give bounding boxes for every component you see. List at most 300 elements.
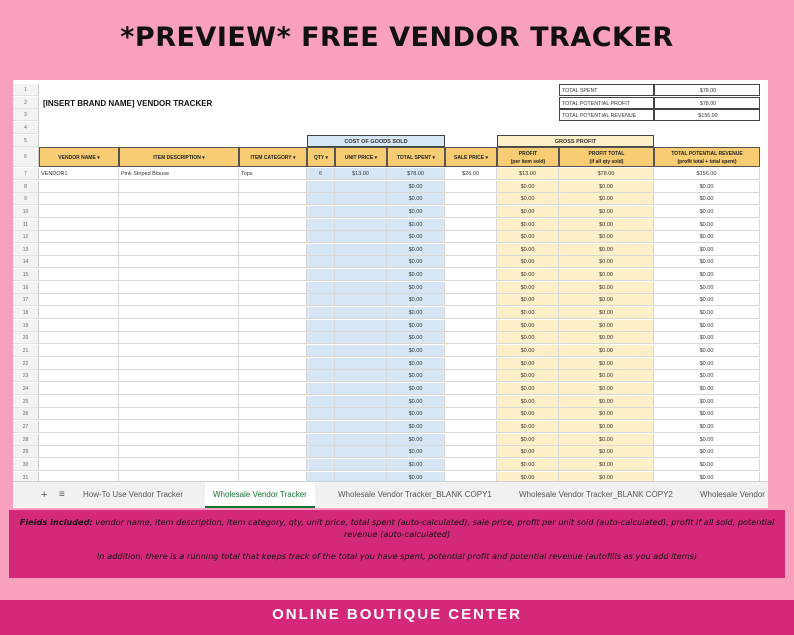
cell-ptotal[interactable]: $0.00 — [559, 370, 654, 382]
cell-qty[interactable] — [307, 434, 335, 446]
cell-vendor[interactable] — [39, 408, 119, 420]
row-number[interactable]: 15 — [13, 269, 39, 281]
cell-profit[interactable]: $0.00 — [497, 193, 559, 205]
cell-unit[interactable] — [335, 370, 387, 382]
cell-unit[interactable] — [335, 421, 387, 433]
cell-rev[interactable]: $0.00 — [654, 307, 760, 319]
cell-profit[interactable]: $0.00 — [497, 256, 559, 268]
cell-qty[interactable] — [307, 206, 335, 218]
row-number[interactable]: 12 — [13, 231, 39, 243]
cell-ptotal[interactable]: $0.00 — [559, 345, 654, 357]
cell-ptotal[interactable]: $0.00 — [559, 244, 654, 256]
cell-rev[interactable]: $0.00 — [654, 282, 760, 294]
cell-profit[interactable]: $0.00 — [497, 294, 559, 306]
cell-spent[interactable]: $0.00 — [387, 472, 445, 484]
cell-spent[interactable]: $0.00 — [387, 396, 445, 408]
fields-description — [9, 510, 785, 578]
cell-sale[interactable] — [445, 320, 497, 332]
cell-vendor[interactable] — [39, 282, 119, 294]
cell-sale[interactable] — [445, 294, 497, 306]
cell-unit[interactable] — [335, 219, 387, 231]
cell-rev[interactable]: $0.00 — [654, 434, 760, 446]
cell-unit[interactable] — [335, 181, 387, 193]
cell-vendor[interactable] — [39, 193, 119, 205]
cell-spent[interactable]: $0.00 — [387, 446, 445, 458]
cell-desc[interactable] — [119, 282, 239, 294]
cell-vendor[interactable] — [39, 370, 119, 382]
cell-unit[interactable] — [335, 206, 387, 218]
cell-vendor[interactable] — [39, 181, 119, 193]
cell-unit[interactable] — [335, 383, 387, 395]
cell-desc[interactable] — [119, 459, 239, 471]
cell-spent[interactable]: $0.00 — [387, 434, 445, 446]
cell-spent[interactable]: $0.00 — [387, 282, 445, 294]
cell-ptotal[interactable]: $0.00 — [559, 446, 654, 458]
cell-cat[interactable] — [239, 370, 307, 382]
cell-ptotal[interactable]: $0.00 — [559, 181, 654, 193]
cell-desc[interactable] — [119, 345, 239, 357]
cell-profit[interactable]: $0.00 — [497, 282, 559, 294]
cell-rev[interactable]: $0.00 — [654, 459, 760, 471]
row-number[interactable]: 17 — [13, 294, 39, 306]
cell-profit[interactable]: $0.00 — [497, 370, 559, 382]
cell-sale[interactable] — [445, 244, 497, 256]
cell-spent[interactable]: $0.00 — [387, 294, 445, 306]
column-header-ptotal[interactable]: PROFIT TOTAL (if all qty sold) — [559, 147, 654, 167]
cell-qty[interactable] — [307, 269, 335, 281]
cell-spent[interactable]: $0.00 — [387, 459, 445, 471]
cell-ptotal[interactable]: $0.00 — [559, 307, 654, 319]
row-number[interactable]: 20 — [13, 332, 39, 344]
cell-rev[interactable]: $0.00 — [654, 219, 760, 231]
cell-ptotal[interactable]: $0.00 — [559, 472, 654, 484]
cell-desc[interactable] — [119, 446, 239, 458]
row-number[interactable]: 24 — [13, 383, 39, 395]
column-header-profit[interactable]: PROFIT (per item sold) — [497, 147, 559, 167]
row-number[interactable]: 8 — [13, 181, 39, 193]
cell-desc[interactable] — [119, 193, 239, 205]
cell-sale[interactable] — [445, 434, 497, 446]
cell-spent[interactable]: $0.00 — [387, 231, 445, 243]
cell-rev[interactable]: $0.00 — [654, 269, 760, 281]
cell-rev[interactable]: $0.00 — [654, 320, 760, 332]
cell-unit[interactable] — [335, 269, 387, 281]
cell-ptotal[interactable]: $0.00 — [559, 383, 654, 395]
cell-desc[interactable] — [119, 434, 239, 446]
cell-spent[interactable]: $0.00 — [387, 181, 445, 193]
row-number[interactable]: 18 — [13, 307, 39, 319]
cell-spent[interactable]: $0.00 — [387, 345, 445, 357]
cell-qty[interactable] — [307, 332, 335, 344]
cell-sale[interactable] — [445, 193, 497, 205]
cell-unit[interactable] — [335, 294, 387, 306]
tab-blank-copy1[interactable]: Wholesale Vendor Tracker_BLANK COPY1 — [338, 490, 492, 499]
cell-cat[interactable] — [239, 231, 307, 243]
cell-vendor[interactable] — [39, 256, 119, 268]
column-header-spent[interactable]: TOTAL SPENT ▾ — [387, 147, 445, 167]
cell-vendor[interactable] — [39, 206, 119, 218]
cell-vendor[interactable] — [39, 219, 119, 231]
cell-unit[interactable] — [335, 408, 387, 420]
cell-rev[interactable]: $0.00 — [654, 181, 760, 193]
column-header-rev[interactable]: TOTAL POTENTIAL REVENUE (profit total + total spent) — [654, 147, 760, 167]
row-number[interactable]: 14 — [13, 256, 39, 268]
cell-spent[interactable]: $0.00 — [387, 193, 445, 205]
tab-wholesale-vendor[interactable]: Wholesale Vendor — [700, 490, 765, 499]
cell-rev[interactable]: $0.00 — [654, 396, 760, 408]
cell-sale[interactable] — [445, 396, 497, 408]
sheet-row — [13, 97, 768, 109]
cell-spent[interactable]: $0.00 — [387, 320, 445, 332]
cell-profit[interactable]: $0.00 — [497, 434, 559, 446]
cell-vendor[interactable] — [39, 269, 119, 281]
cell-ptotal[interactable]: $0.00 — [559, 459, 654, 471]
cell-unit[interactable] — [335, 244, 387, 256]
cell-profit[interactable]: $0.00 — [497, 459, 559, 471]
cell-ptotal[interactable]: $0.00 — [559, 408, 654, 420]
cell-ptotal[interactable]: $0.00 — [559, 231, 654, 243]
row-number[interactable]: 4 — [13, 122, 39, 134]
cell-vendor[interactable] — [39, 307, 119, 319]
cell-sale[interactable] — [445, 231, 497, 243]
cell-cat[interactable] — [239, 181, 307, 193]
cell-sale[interactable] — [445, 307, 497, 319]
cell-sale[interactable] — [445, 459, 497, 471]
cell-cat[interactable] — [239, 307, 307, 319]
cell-cat[interactable] — [239, 383, 307, 395]
cell-cat[interactable] — [239, 408, 307, 420]
cell-ptotal[interactable]: $0.00 — [559, 320, 654, 332]
row-number[interactable]: 26 — [13, 408, 39, 420]
cell-unit[interactable] — [335, 282, 387, 294]
cell-ptotal[interactable]: $0.00 — [559, 193, 654, 205]
cell-qty[interactable] — [307, 358, 335, 370]
cell-ptotal[interactable]: $0.00 — [559, 332, 654, 344]
cell-vendor[interactable] — [39, 446, 119, 458]
row-number[interactable]: 23 — [13, 370, 39, 382]
column-header-vendor[interactable]: VENDOR NAME ▾ — [39, 147, 119, 167]
sheet-row — [13, 446, 768, 458]
cell-desc[interactable] — [119, 383, 239, 395]
cell-unit[interactable] — [335, 307, 387, 319]
cell-unit[interactable] — [335, 459, 387, 471]
cell-profit[interactable]: $0.00 — [497, 206, 559, 218]
cell-ptotal[interactable]: $0.00 — [559, 219, 654, 231]
cell-rev[interactable]: $0.00 — [654, 231, 760, 243]
cell-profit[interactable]: $0.00 — [497, 396, 559, 408]
cell-desc[interactable]: Pink Striped Blouse — [119, 168, 239, 180]
cell-unit[interactable] — [335, 358, 387, 370]
row-number[interactable]: 5 — [13, 135, 39, 147]
cell-cat[interactable] — [239, 421, 307, 433]
cell-ptotal[interactable]: $0.00 — [559, 206, 654, 218]
cell-profit[interactable]: $0.00 — [497, 446, 559, 458]
cell-unit[interactable] — [335, 446, 387, 458]
cell-profit[interactable]: $13.00 — [497, 168, 559, 180]
tab-wholesale-vendor-tracker[interactable]: Wholesale Vendor Tracker — [205, 482, 315, 508]
cell-ptotal[interactable]: $0.00 — [559, 358, 654, 370]
cell-desc[interactable] — [119, 396, 239, 408]
cell-qty[interactable] — [307, 231, 335, 243]
cell-spent[interactable]: $0.00 — [387, 206, 445, 218]
cell-ptotal[interactable]: $0.00 — [559, 269, 654, 281]
cell-sale[interactable] — [445, 345, 497, 357]
cell-qty[interactable] — [307, 421, 335, 433]
cell-qty[interactable] — [307, 219, 335, 231]
cell-sale[interactable] — [445, 446, 497, 458]
row-number[interactable]: 22 — [13, 358, 39, 370]
row-number[interactable]: 1 — [13, 84, 39, 96]
cell-ptotal[interactable]: $0.00 — [559, 256, 654, 268]
cell-cat[interactable] — [239, 358, 307, 370]
cell-rev[interactable]: $0.00 — [654, 294, 760, 306]
cell-desc[interactable] — [119, 269, 239, 281]
cell-qty[interactable]: 6 — [307, 168, 335, 180]
row-number[interactable]: 27 — [13, 421, 39, 433]
cell-profit[interactable]: $0.00 — [497, 358, 559, 370]
cell-desc[interactable] — [119, 256, 239, 268]
cell-unit[interactable] — [335, 396, 387, 408]
cell-desc[interactable] — [119, 219, 239, 231]
cell-spent[interactable]: $0.00 — [387, 256, 445, 268]
row-number[interactable]: 13 — [13, 244, 39, 256]
cell-desc[interactable] — [119, 231, 239, 243]
cell-qty[interactable] — [307, 345, 335, 357]
cell-profit[interactable]: $0.00 — [497, 320, 559, 332]
cell-spent[interactable]: $0.00 — [387, 269, 445, 281]
cell-sale[interactable] — [445, 421, 497, 433]
cell-rev[interactable]: $0.00 — [654, 256, 760, 268]
cell-cat[interactable] — [239, 206, 307, 218]
cell-profit[interactable]: $0.00 — [497, 472, 559, 484]
row-number[interactable]: 28 — [13, 434, 39, 446]
cell-qty[interactable] — [307, 181, 335, 193]
cell-sale[interactable] — [445, 383, 497, 395]
cell-ptotal[interactable]: $0.00 — [559, 294, 654, 306]
cell-sale[interactable] — [445, 206, 497, 218]
cell-qty[interactable] — [307, 193, 335, 205]
cell-desc[interactable] — [119, 294, 239, 306]
cell-spent[interactable]: $0.00 — [387, 383, 445, 395]
column-header-sale[interactable]: SALE PRICE ▾ — [445, 147, 497, 167]
cell-unit[interactable] — [335, 320, 387, 332]
footer-banner — [0, 600, 794, 635]
cell-cat[interactable] — [239, 244, 307, 256]
cell-sale[interactable] — [445, 256, 497, 268]
cell-vendor[interactable] — [39, 345, 119, 357]
cell-profit[interactable]: $0.00 — [497, 345, 559, 357]
row-number[interactable]: 9 — [13, 193, 39, 205]
cell-vendor[interactable] — [39, 434, 119, 446]
row-number[interactable]: 21 — [13, 345, 39, 357]
sheet-list-icon[interactable]: ≡ — [59, 489, 65, 500]
cell-spent[interactable]: $0.00 — [387, 219, 445, 231]
summary-value: $78.00 — [654, 97, 760, 109]
cell-ptotal[interactable]: $78.00 — [559, 168, 654, 180]
cell-desc[interactable] — [119, 320, 239, 332]
cell-profit[interactable]: $0.00 — [497, 332, 559, 344]
cell-sale[interactable] — [445, 358, 497, 370]
cell-unit[interactable] — [335, 256, 387, 268]
row-number[interactable]: 7 — [13, 168, 39, 180]
cell-profit[interactable]: $0.00 — [497, 231, 559, 243]
cell-vendor[interactable] — [39, 332, 119, 344]
add-sheet-button[interactable]: + — [41, 489, 48, 501]
cell-sale[interactable] — [445, 219, 497, 231]
cell-vendor[interactable] — [39, 358, 119, 370]
cell-desc[interactable] — [119, 408, 239, 420]
cell-profit[interactable]: $0.00 — [497, 421, 559, 433]
row-number[interactable]: 11 — [13, 219, 39, 231]
cell-rev[interactable]: $0.00 — [654, 358, 760, 370]
row-number[interactable]: 25 — [13, 396, 39, 408]
cell-sale[interactable] — [445, 181, 497, 193]
cell-qty[interactable] — [307, 256, 335, 268]
cell-ptotal[interactable]: $0.00 — [559, 434, 654, 446]
cell-desc[interactable] — [119, 370, 239, 382]
cell-rev[interactable]: $0.00 — [654, 332, 760, 344]
cell-spent[interactable]: $0.00 — [387, 421, 445, 433]
cell-desc[interactable] — [119, 181, 239, 193]
cell-qty[interactable] — [307, 282, 335, 294]
cell-unit[interactable] — [335, 434, 387, 446]
cell-unit[interactable]: $13.00 — [335, 168, 387, 180]
cell-cat[interactable] — [239, 282, 307, 294]
cell-spent[interactable]: $0.00 — [387, 332, 445, 344]
cell-qty[interactable] — [307, 244, 335, 256]
cell-spent[interactable]: $0.00 — [387, 408, 445, 420]
cell-cat[interactable]: Tops — [239, 168, 307, 180]
cell-vendor[interactable] — [39, 294, 119, 306]
cell-profit[interactable]: $0.00 — [497, 383, 559, 395]
row-number[interactable]: 10 — [13, 206, 39, 218]
cell-spent[interactable]: $0.00 — [387, 358, 445, 370]
cell-rev[interactable]: $0.00 — [654, 193, 760, 205]
cell-qty[interactable] — [307, 408, 335, 420]
row-number[interactable]: 3 — [13, 109, 39, 121]
cell-qty[interactable] — [307, 320, 335, 332]
row-number[interactable]: 29 — [13, 446, 39, 458]
cell-desc[interactable] — [119, 358, 239, 370]
cell-unit[interactable] — [335, 193, 387, 205]
cell-ptotal[interactable]: $0.00 — [559, 282, 654, 294]
cell-desc[interactable] — [119, 244, 239, 256]
column-header-cat[interactable]: ITEM CATEGORY ▾ — [239, 147, 307, 167]
cell-qty[interactable] — [307, 370, 335, 382]
cell-cat[interactable] — [239, 193, 307, 205]
cell-profit[interactable]: $0.00 — [497, 219, 559, 231]
sheet-row — [13, 135, 768, 147]
row-number[interactable]: 16 — [13, 282, 39, 294]
cell-cat[interactable] — [239, 269, 307, 281]
cell-vendor[interactable] — [39, 421, 119, 433]
column-header-qty[interactable]: QTY ▾ — [307, 147, 335, 167]
cell-cat[interactable] — [239, 459, 307, 471]
cell-unit[interactable] — [335, 231, 387, 243]
cell-rev[interactable]: $0.00 — [654, 206, 760, 218]
cell-sale[interactable]: $26.00 — [445, 168, 497, 180]
cell-sale[interactable] — [445, 332, 497, 344]
cell-profit[interactable]: $0.00 — [497, 269, 559, 281]
cell-qty[interactable] — [307, 383, 335, 395]
cell-profit[interactable]: $0.00 — [497, 408, 559, 420]
cell-rev[interactable]: $0.00 — [654, 408, 760, 420]
row-number[interactable]: 6 — [13, 147, 39, 167]
cell-spent[interactable]: $78.00 — [387, 168, 445, 180]
cell-cat[interactable] — [239, 332, 307, 344]
cell-vendor[interactable] — [39, 396, 119, 408]
cell-qty[interactable] — [307, 294, 335, 306]
cell-spent[interactable]: $0.00 — [387, 244, 445, 256]
cell-unit[interactable] — [335, 345, 387, 357]
cell-sale[interactable] — [445, 370, 497, 382]
cell-desc[interactable] — [119, 307, 239, 319]
cell-rev[interactable]: $0.00 — [654, 421, 760, 433]
tab-how-to-use[interactable]: How-To Use Vendor Tracker — [83, 490, 184, 499]
cell-cat[interactable] — [239, 446, 307, 458]
cell-sale[interactable] — [445, 408, 497, 420]
cell-ptotal[interactable]: $0.00 — [559, 396, 654, 408]
cell-ptotal[interactable]: $0.00 — [559, 421, 654, 433]
column-header-unit[interactable]: UNIT PRICE ▾ — [335, 147, 387, 167]
cell-qty[interactable] — [307, 396, 335, 408]
cell-vendor[interactable] — [39, 231, 119, 243]
cell-rev[interactable]: $0.00 — [654, 472, 760, 484]
cell-vendor[interactable] — [39, 320, 119, 332]
cell-vendor[interactable] — [39, 459, 119, 471]
cell-vendor[interactable] — [39, 244, 119, 256]
cell-rev[interactable]: $0.00 — [654, 383, 760, 395]
cell-desc[interactable] — [119, 421, 239, 433]
cell-cat[interactable] — [239, 434, 307, 446]
sheet-row — [13, 84, 768, 96]
cell-spent[interactable]: $0.00 — [387, 307, 445, 319]
cell-desc[interactable] — [119, 332, 239, 344]
row-number[interactable]: 19 — [13, 320, 39, 332]
cell-rev[interactable]: $156.00 — [654, 168, 760, 180]
tab-blank-copy2[interactable]: Wholesale Vendor Tracker_BLANK COPY2 — [519, 490, 673, 499]
cell-unit[interactable] — [335, 332, 387, 344]
cell-vendor[interactable]: VENDOR1 — [39, 168, 119, 180]
cell-spent[interactable]: $0.00 — [387, 370, 445, 382]
cell-profit[interactable]: $0.00 — [497, 181, 559, 193]
row-number[interactable]: 31 — [13, 472, 39, 484]
cell-qty[interactable] — [307, 446, 335, 458]
cell-qty[interactable] — [307, 459, 335, 471]
cell-sale[interactable] — [445, 269, 497, 281]
cell-cat[interactable] — [239, 345, 307, 357]
cell-profit[interactable]: $0.00 — [497, 307, 559, 319]
cell-cat[interactable] — [239, 256, 307, 268]
column-header-desc[interactable]: ITEM DESCRIPTION ▾ — [119, 147, 239, 167]
cell-qty[interactable] — [307, 307, 335, 319]
cell-sale[interactable] — [445, 282, 497, 294]
cell-cat[interactable] — [239, 294, 307, 306]
cell-rev[interactable]: $0.00 — [654, 446, 760, 458]
cell-cat[interactable] — [239, 219, 307, 231]
cell-rev[interactable]: $0.00 — [654, 244, 760, 256]
row-number[interactable]: 2 — [13, 97, 39, 109]
cell-vendor[interactable] — [39, 383, 119, 395]
cell-desc[interactable] — [119, 206, 239, 218]
cell-cat[interactable] — [239, 396, 307, 408]
cell-rev[interactable]: $0.00 — [654, 345, 760, 357]
cell-cat[interactable] — [239, 320, 307, 332]
cell-profit[interactable]: $0.00 — [497, 244, 559, 256]
cell-rev[interactable]: $0.00 — [654, 370, 760, 382]
sheet-row — [13, 408, 768, 420]
row-number[interactable]: 30 — [13, 459, 39, 471]
